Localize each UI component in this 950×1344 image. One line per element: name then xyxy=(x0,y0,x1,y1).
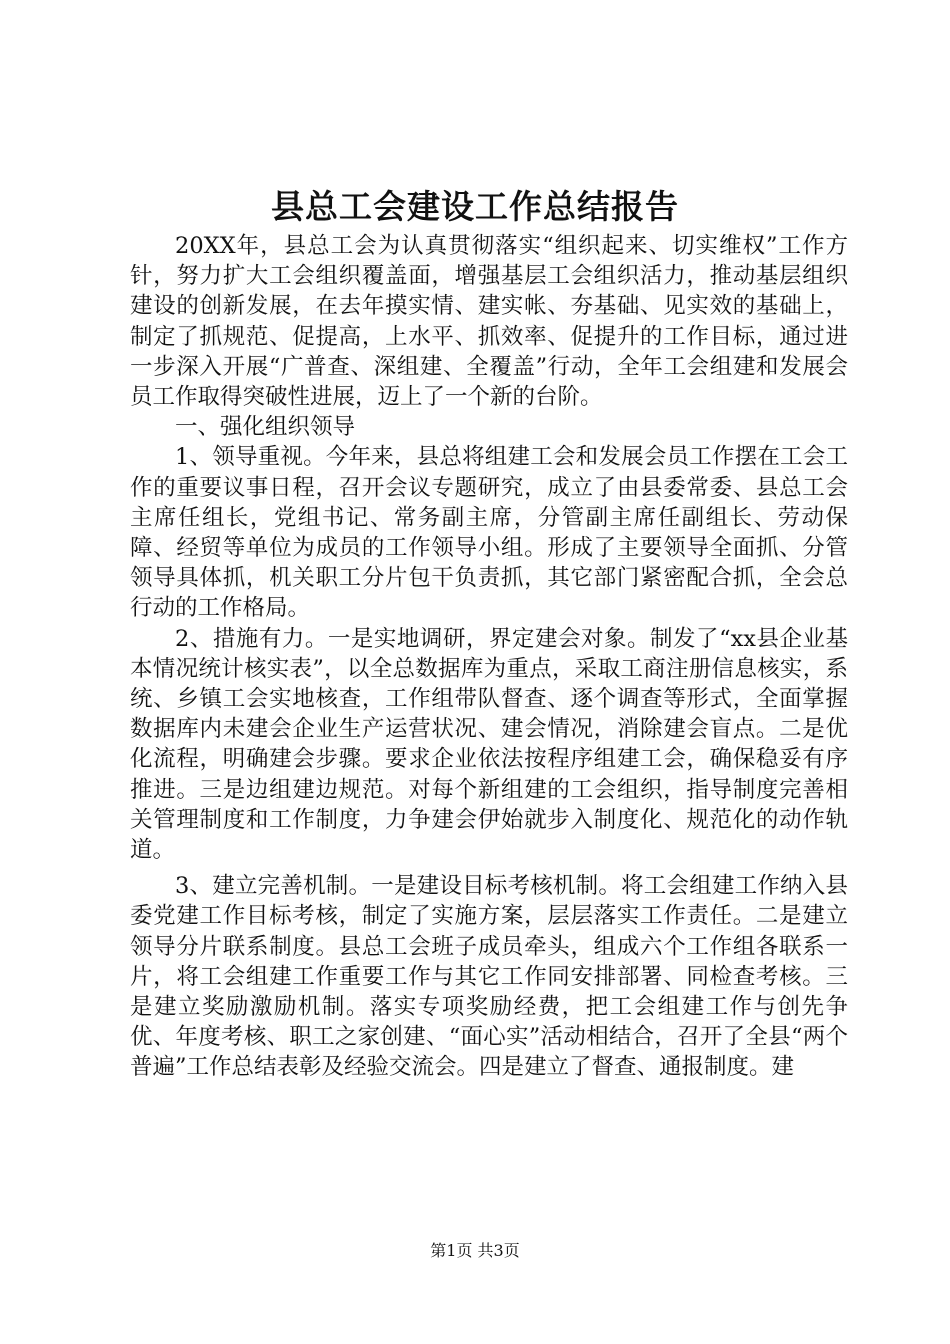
page-footer: 第1页 共3页 xyxy=(430,1241,520,1260)
paragraph-leadership: 1、领导重视。今年来，县总将组建工会和发展会员工作摆在工会工作的重要议事日程，召开会议专题研究，成立了由县委常委、县总工会主席任组长，党组书记、常务副主席，分管副主席任副组长、劳动保障、经贸等单位为成员的工作领导小组。形成了主要领导全面抓、分管领导具体抓，机关职工分片包干负责抓，其它部门紧密配合抓，全会总行动的工作格局。 xyxy=(130,444,848,622)
section-heading: 一、强化组织领导 xyxy=(175,414,356,441)
paragraph-measures: 2、措施有力。一是实地调研，界定建会对象。制发了“xx县企业基本情况统计核实表”，以全总数据库为重点，采取工商注册信息核实，系统、乡镇工会实地核查，工作组带队督查、逐个调查等形式，全面掌握数据库内未建会企业生产运营状况、建会情况，消除建会盲点。二是优化流程，明确建会步骤。要求企业依法按程序组建工会，确保稳妥有序推进。三是边组建边规范。对每个新组建的工会组织，指导制度完善相关管理制度和工作制度，力争建会伊始就步入制度化、规范化的动作轨道。 xyxy=(130,625,848,864)
paragraph-intro: 20XX年，县总工会为认真贯彻落实“组织起来、切实维权”工作方针，努力扩大工会组织覆盖面，增强基层工会组织活力，推动基层组织建设的创新发展，在去年摸实情、建实帐、夯基础、见实效的基础上，制定了抓规范、促提高，上水平、抓效率、促提升的工作目标，通过进一步深入开展“广普查、深组建、全覆盖”行动，全年工会组建和发展会员工作取得突破性进展，迈上了一个新的台阶。 xyxy=(130,233,848,411)
paragraph-mechanism: 3、建立完善机制。一是建设目标考核机制。将工会组建工作纳入县委党建工作目标考核，制定了实施方案，层层落实工作责任。二是建立领导分片联系制度。县总工会班子成员牵头，组成六个工作组各联系一片，将工会组建工作重要工作与其它工作同安排部署、同检查考核。三是建立奖励激励机制。落实专项奖励经费，把工会组建工作与创先争优、年度考核、职工之家创建、“面心实”活动相结合，召开了全县“两个普遍”工作总结表彰及经验交流会。四是建立了督查、通报制度。建 xyxy=(130,873,848,1081)
document-body xyxy=(130,231,848,1083)
document-title: 县总工会建设工作总结报告 xyxy=(271,187,679,226)
